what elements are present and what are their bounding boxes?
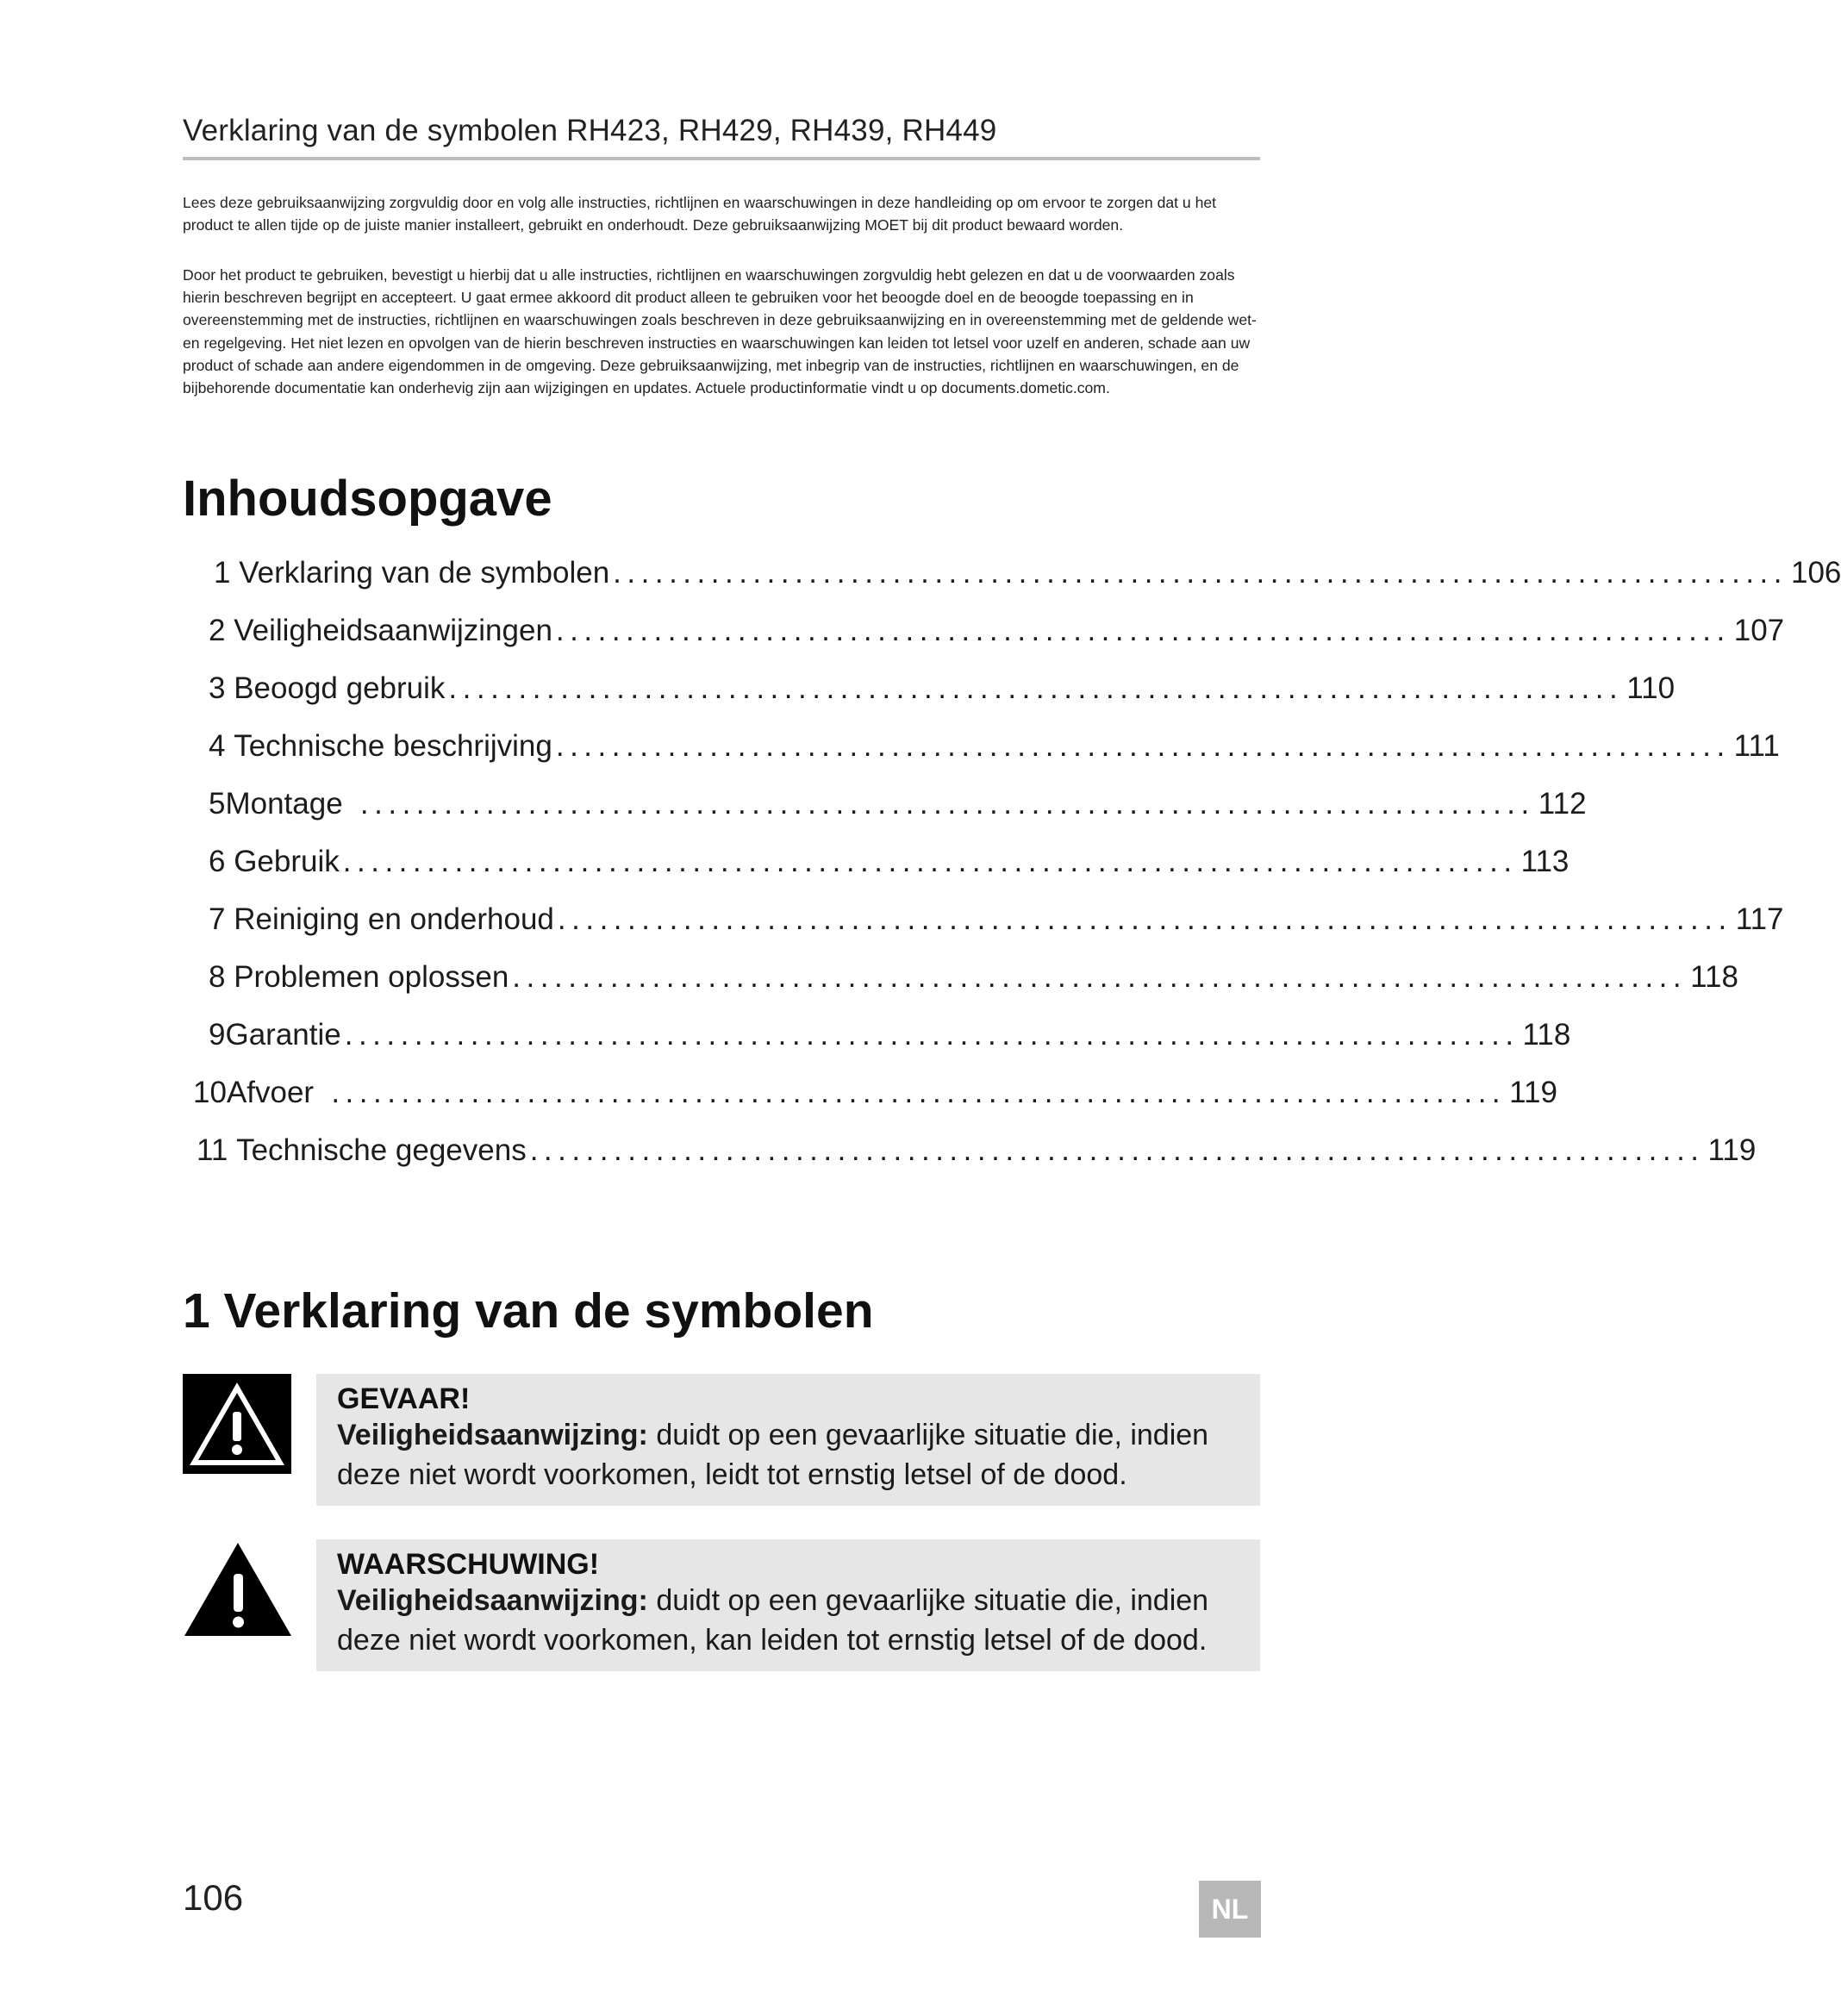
toc-entry-page: 112 [1538, 787, 1587, 821]
danger-warning-icon [183, 1374, 291, 1478]
notice-heading: GEVAAR! [337, 1382, 471, 1415]
toc-entry-page: 113 [1520, 845, 1570, 878]
toc-dot-leader: .................................................................................... [555, 614, 1731, 647]
warning-notice-box [316, 1539, 1260, 1671]
toc-dot-leader: .................................................................................... [613, 556, 1788, 590]
toc-entry[interactable] [209, 843, 1570, 881]
warning-triangle-icon [183, 1539, 293, 1644]
toc-entry-number: 2 [209, 614, 226, 647]
toc-entry-number: 6 [209, 845, 226, 878]
toc-entry-number: 4 [209, 729, 226, 763]
page-number: 106 [183, 1877, 244, 1918]
toc-entry-page: 118 [1690, 960, 1738, 994]
notice-text [337, 1581, 1242, 1660]
toc-entry-page: 118 [1522, 1018, 1571, 1052]
toc-entry-page: 111 [1733, 729, 1780, 763]
running-header: Verklaring van de symbolen RH423, RH429, RH439, RH449 [183, 114, 997, 147]
toc-entry[interactable] [209, 727, 1780, 765]
toc-entry-number: 7 [209, 902, 226, 936]
toc-entry-number: 8 [209, 960, 226, 994]
toc-entry-title: Veiligheidsaanwijzingen [234, 614, 552, 647]
toc-dot-leader: .................................................................................... [529, 1133, 1705, 1167]
danger-notice-box [316, 1374, 1260, 1506]
warning-notice [183, 1539, 1260, 1677]
notice-text [337, 1415, 1242, 1495]
notice-label: Veiligheidsaanwijzing: [337, 1419, 648, 1451]
language-badge: NL [1199, 1881, 1261, 1938]
toc-entry-title: Garantie [225, 1018, 341, 1052]
toc-entry[interactable] [209, 958, 1738, 996]
toc-entry-page: 119 [1707, 1133, 1757, 1167]
toc-entry[interactable] [209, 785, 1587, 823]
header-rule [183, 157, 1260, 160]
toc-entry-page: 107 [1733, 614, 1785, 647]
toc-dot-leader: .................................................................................... [555, 729, 1731, 763]
toc-dot-leader: .................................................................................... [317, 1076, 1507, 1109]
toc-entry-page: 106 [1791, 556, 1841, 590]
intro-paragraph-1: Lees deze gebruiksaanwijzing zorgvuldig door en volg alle instructies, richtlijnen en waarschuwingen in deze handleiding op om ervoor te zorgen dat u het product te allen tijde op de juiste manier installeert, gebruikt en onderhoudt. Deze gebruiksaanwijzing MOET bij dit product bewaard worden. [183, 194, 1217, 234]
notice-heading: WAARSCHUWING! [337, 1548, 600, 1581]
toc-entry-page: 117 [1735, 902, 1784, 936]
notice-description: duidt op een gevaarlijke situatie die, indien deze niet wordt voorkomen, leidt tot ernstig letsel of de dood. [337, 1419, 1209, 1491]
toc-dot-leader: .................................................................................... [346, 787, 1535, 821]
toc-dot-leader: .................................................................................... [342, 845, 1518, 878]
toc-entry[interactable] [214, 554, 1841, 592]
toc-dot-leader: .................................................................................... [557, 902, 1732, 936]
toc-entry-title: Gebruik [234, 845, 340, 878]
toc-entry-number: 1 [214, 556, 231, 590]
toc-dot-leader: .................................................................................... [512, 960, 1688, 994]
toc-entry[interactable] [197, 1132, 1757, 1170]
toc-entry[interactable] [209, 612, 1785, 650]
toc-entry[interactable] [193, 1074, 1557, 1112]
toc-entry-number: 5 [209, 787, 226, 821]
toc-entry-title: Beoogd gebruik [234, 671, 446, 705]
toc-entry-page: 119 [1509, 1076, 1557, 1109]
toc-entry[interactable] [209, 1016, 1571, 1054]
toc-entry-number: 11 [197, 1133, 228, 1167]
toc-entry-number: 3 [209, 671, 226, 705]
toc-entry-title: Verklaring van de symbolen [239, 556, 610, 590]
toc-entry-number: 9 [209, 1018, 226, 1052]
notice-description: duidt op een gevaarlijke situatie die, indien deze niet wordt voorkomen, kan leiden tot ernstig letsel of de dood. [337, 1584, 1209, 1657]
toc-entry-title: Problemen oplossen [234, 960, 509, 994]
toc-entry-title: Reiniging en onderhoud [234, 902, 554, 936]
toc-entry-title: Montage [225, 787, 343, 821]
toc-entry-page: 110 [1626, 671, 1676, 705]
toc-entry[interactable] [209, 670, 1676, 708]
toc-entry-number: 10 [193, 1076, 227, 1109]
intro-paragraph-2: Door het product te gebruiken, bevestigt u hierbij dat u alle instructies, richtlijnen en waarschuwingen zorgvuldig hebt gelezen en dat u de voorwaarden zoals hierin beschreven begrijpt en accepteert. U gaat ermee akkoord dit product alleen te gebruiken voor het beoogde doel en de beoogde toepassing en in overeenstemming met de instructies, richtlijnen en waarschuwingen zoals beschreven in deze gebruiksaanwijzing en in overeenstemming met de geldende wet- en regelgeving. Het niet lezen en opvolgen van de hierin beschreven instructies en waarschuwingen kan leiden tot letsel voor uzelf en anderen, schade aan uw product of schade aan andere eigendommen in de omgeving. Deze gebruiksaanwijzing, met inbegrip van de instructies, richtlijnen en waarschuwingen, en de bijbehorende documentatie kan onderhevig zijn aan wijzigingen en updates. Actuele productinformatie vindt u op documents.dometic.com. [183, 266, 1257, 397]
toc-dot-leader: .................................................................................... [448, 671, 1624, 705]
toc-title: Inhoudsopgave [183, 471, 552, 527]
notice-label: Veiligheidsaanwijzing: [337, 1584, 648, 1617]
section-title: 1 Verklaring van de symbolen [183, 1283, 874, 1339]
toc-entry[interactable] [209, 901, 1784, 939]
toc-entry-title: Technische beschrijving [234, 729, 552, 763]
danger-notice [183, 1374, 1260, 1512]
toc-entry-title: Technische gegevens [236, 1133, 527, 1167]
toc-dot-leader: .................................................................................... [344, 1018, 1520, 1052]
toc-entry-title: Afvoer [226, 1076, 315, 1109]
